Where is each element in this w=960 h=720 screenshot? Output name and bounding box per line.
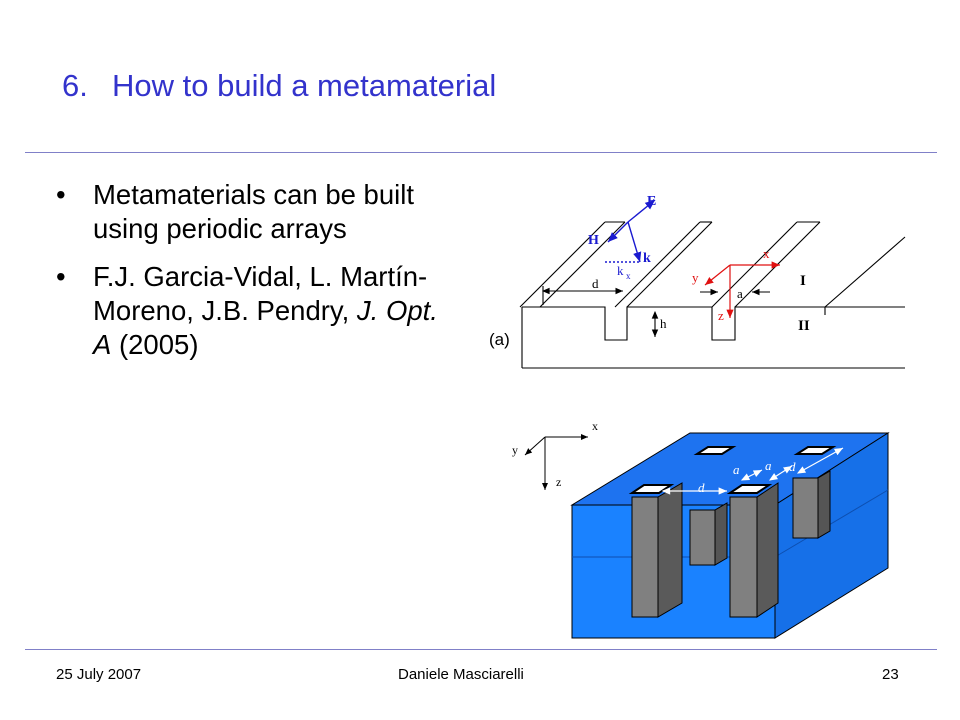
footer-divider [25,649,937,650]
label-kx-sub: x [626,271,631,281]
label-x-a: x [763,246,770,261]
label-h: h [660,316,667,331]
axes-b-labels [512,419,598,489]
slide-number: 6. [62,68,88,103]
citation-authors: F.J. Garcia-Vidal, L. Martín-Moreno, J.B. Pendry, [93,261,428,326]
label-x-b: x [592,419,598,433]
label-y-b: y [512,443,518,457]
panel-label-a: (a) [489,330,510,349]
label-region-II: II [798,318,810,334]
label-a2-b: a [765,458,772,473]
label-d1-b: d [698,480,705,495]
citation-year: (2005) [111,329,199,360]
footer-page-number: 23 [882,666,899,683]
label-region-I: I [800,273,806,289]
label-d-a: d [592,276,599,291]
bullet-dot: • [56,179,66,210]
footer-date: 25 July 2007 [56,666,142,683]
label-d2-b: d [789,459,796,474]
label-E: E [647,194,657,209]
figure-a-grooved-surface [520,222,905,368]
footer-author: Daniele Masciarelli [398,666,524,683]
label-k: k [643,251,651,266]
bullet-text: Metamaterials can be built using periodic arrays [93,179,414,244]
label-H: H [588,233,599,248]
label-a1-b: a [733,462,740,477]
citation-journal: J. Opt. A [93,295,438,360]
label-z-b: z [556,475,562,489]
label-y-a: y [692,270,699,285]
slide-title-text: How to build a metamaterial [112,68,497,103]
bullet-dot: • [56,261,66,292]
label-z-a: z [718,308,724,323]
label-kx: k [617,263,624,278]
figure-a-labels [588,194,810,334]
label-a-a: a [737,286,743,301]
